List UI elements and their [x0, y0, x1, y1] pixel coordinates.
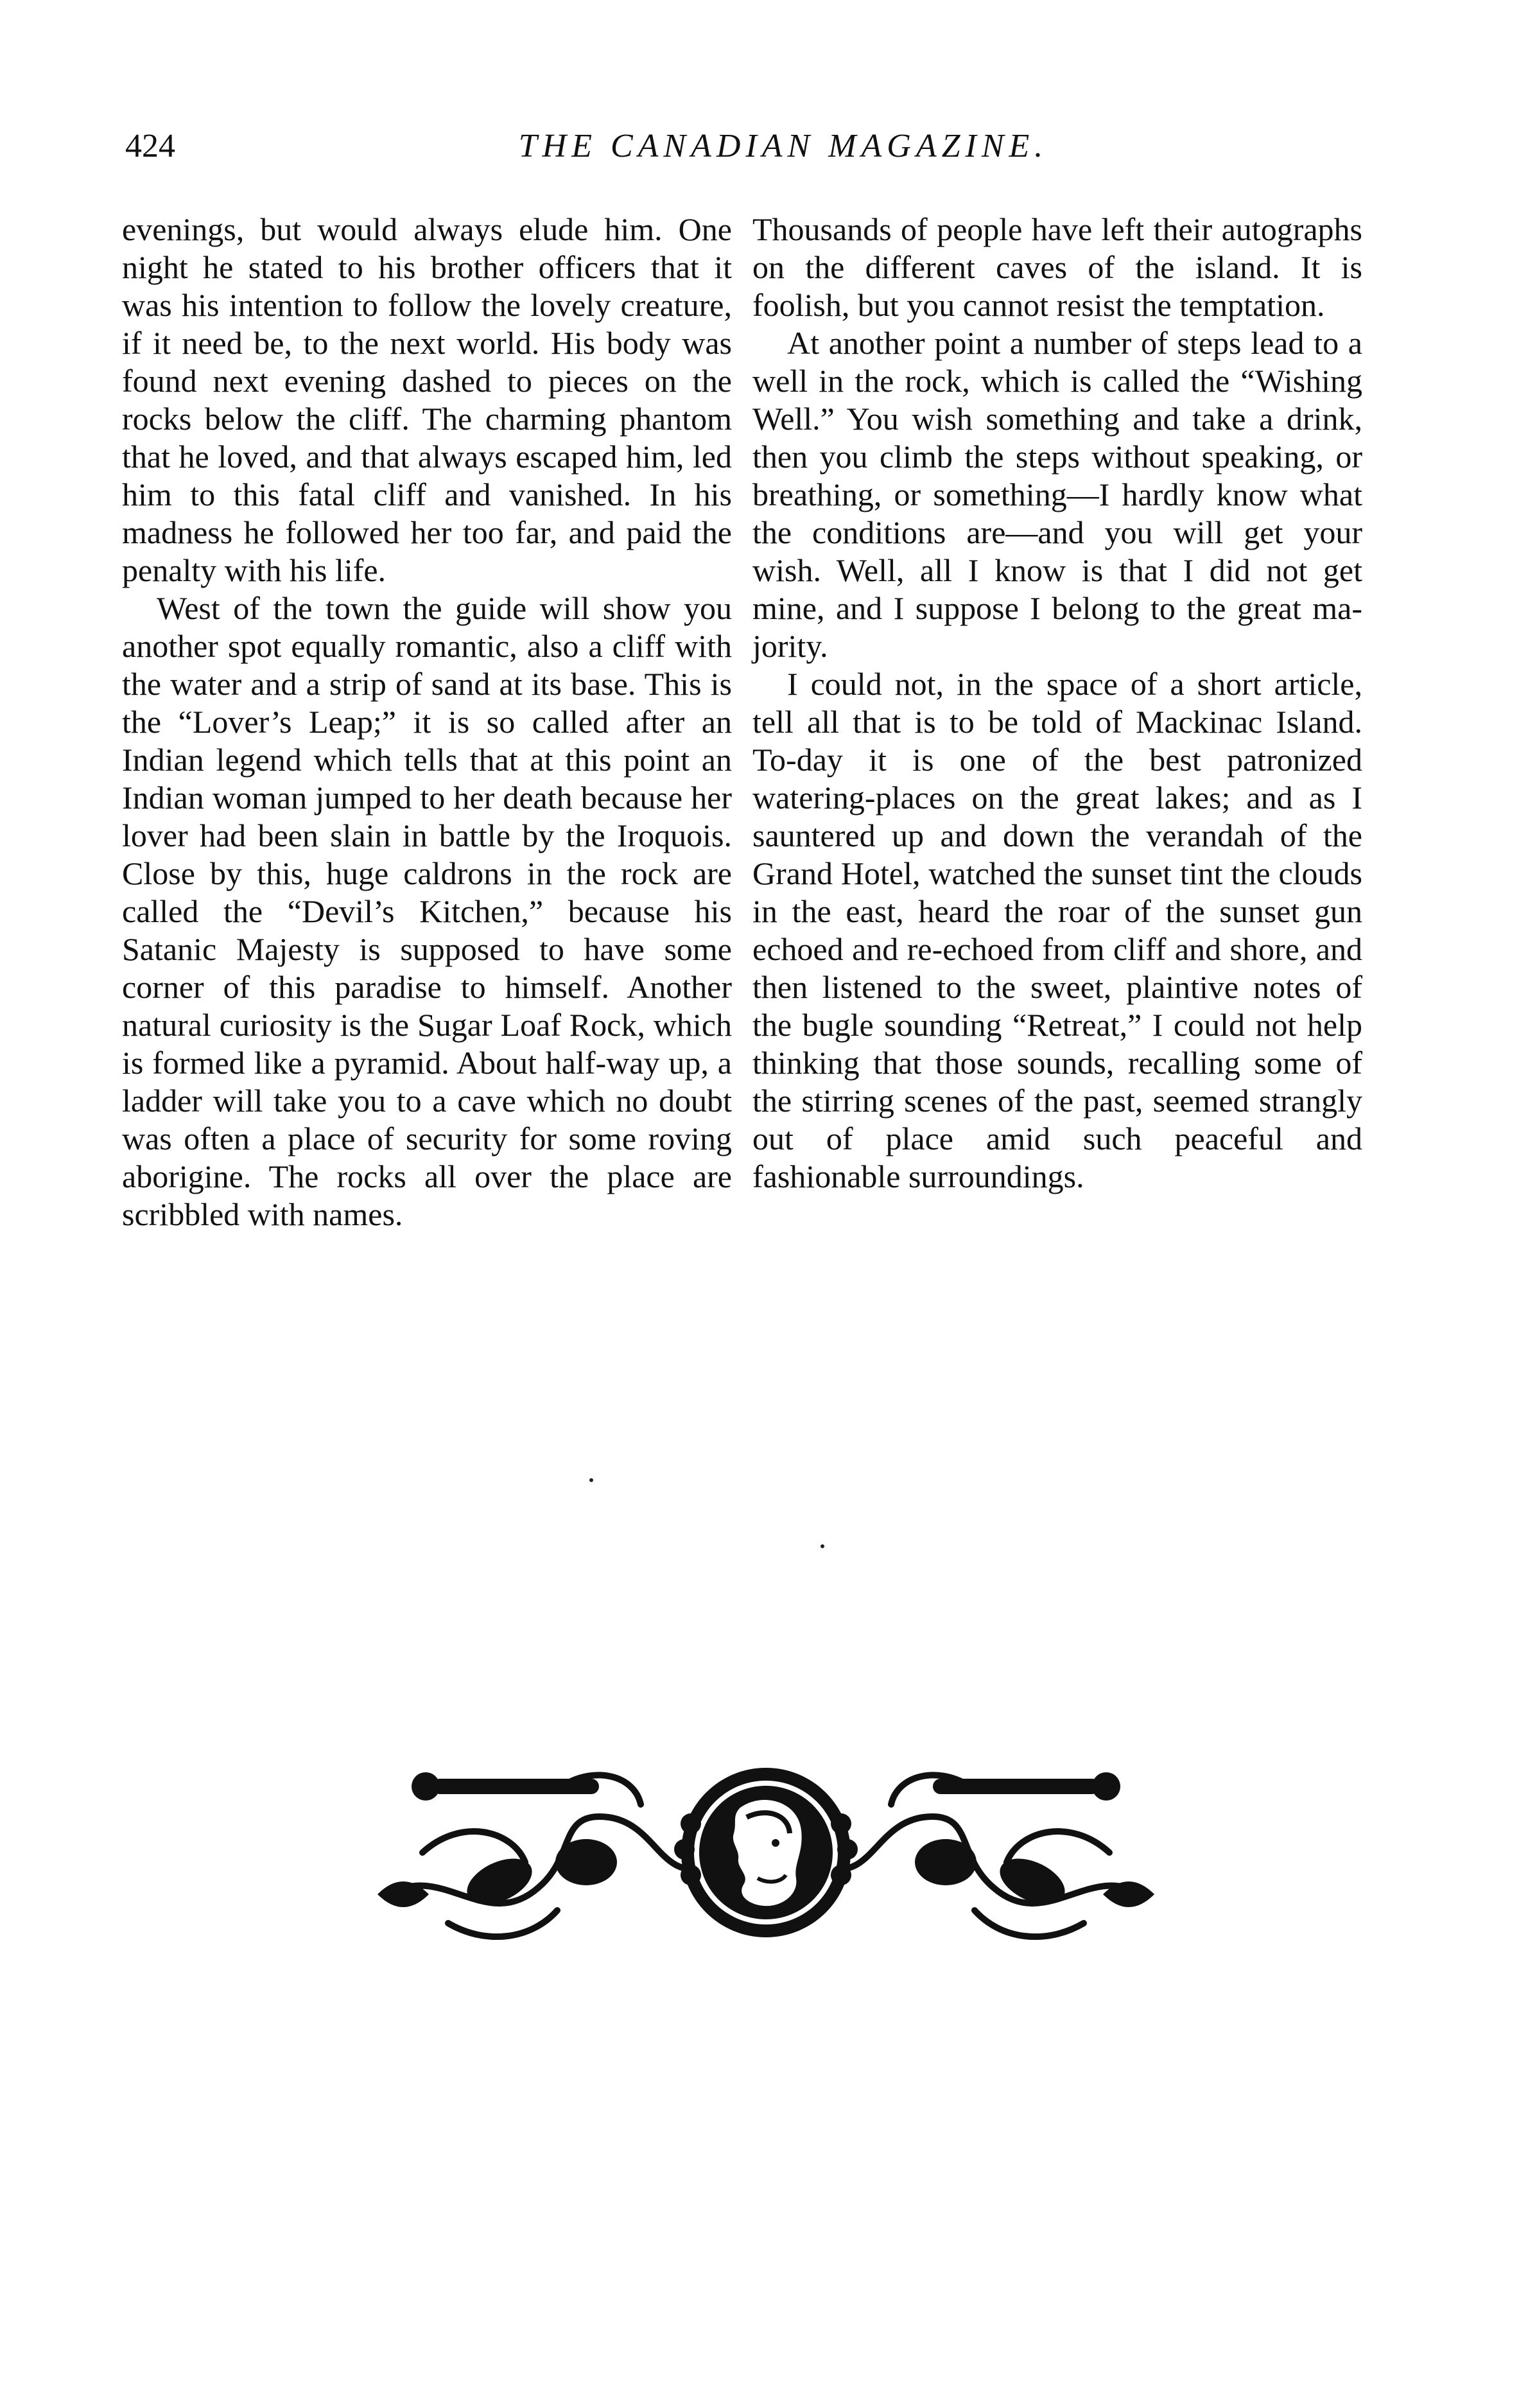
tailpiece-ornament-icon: [365, 1747, 1167, 1959]
left-paragraph-1: evenings, but would always elude him. One night he stated to his brother officers that it was his intention to follow the lovely creature, if it need be, to the next world. His body was found next evening dashed to pieces on the rocks below the cliff. The charming phantom that he loved, and that always escaped him, led him to this fatal cliff and vanished. In his madness he followed her too far, and paid the penalty with his life.: [122, 211, 732, 588]
running-title: THE CANADIAN MAGAZINE.: [518, 128, 1048, 164]
cameo-portrait-icon: [694, 1781, 838, 1924]
page-number: 424: [125, 128, 175, 164]
print-speck: [589, 1478, 593, 1482]
right-column: [752, 211, 1362, 1196]
right-paragraph-3: I could not, in the space of a short article, tell all that is to be told of Mackinac Island. To-day it is one of the best patronized watering-places on the great lakes; and as I sauntered up and down the verandah of the Grand Hotel, watched the sunset tint the clouds in the east, heard the roar of the sunset gun echoed and re-echoed from cliff and shore, and then listened to the sweet, plaintive notes of the bugle sounding “Retreat,” I could not help thinking that those sounds, recalling some of the stirring scenes of the past, seemed strangly out of place amid such peaceful and fashionable surroundings.: [752, 666, 1362, 1194]
left-column: [122, 211, 732, 1234]
right-paragraph-2: At another point a number of steps lead to a well in the rock, which is called the “Wishing Well.” You wish something and take a drink, then you climb the steps without speaking, or breathing, or something—I hardly know what the conditions are—and you will get your wish. Well, all I know is that I did not get mine, and I suppose I belong to the great majority.: [752, 325, 1362, 664]
left-paragraph-2: West of the town the guide will show you another spot equally romantic, also a cliff with the water and a strip of sand at its base. This is the “Lover’s Leap;” it is so called after an Indian legend which tells that at this point an Indian woman jumped to her death because her lover had been slain in battle by the Iroquois. Close by this, huge caldrons in the rock are called the “Devil’s Kitchen,” because his Satanic Majesty is supposed to have some corner of this paradise to himself. Another natural curiosity is the Sugar Loaf Rock, which is formed like a pyramid. About half-way up, a ladder will take you to a cave which no doubt was often a place of security for some roving aborigine. The rocks all over the place are scribbled with names.: [122, 590, 732, 1232]
print-speck: [820, 1544, 824, 1548]
right-paragraph-1: Thousands of people have left their autographs on the different caves of the island. It is foolish, but you cannot resist the temptation.: [752, 211, 1362, 323]
